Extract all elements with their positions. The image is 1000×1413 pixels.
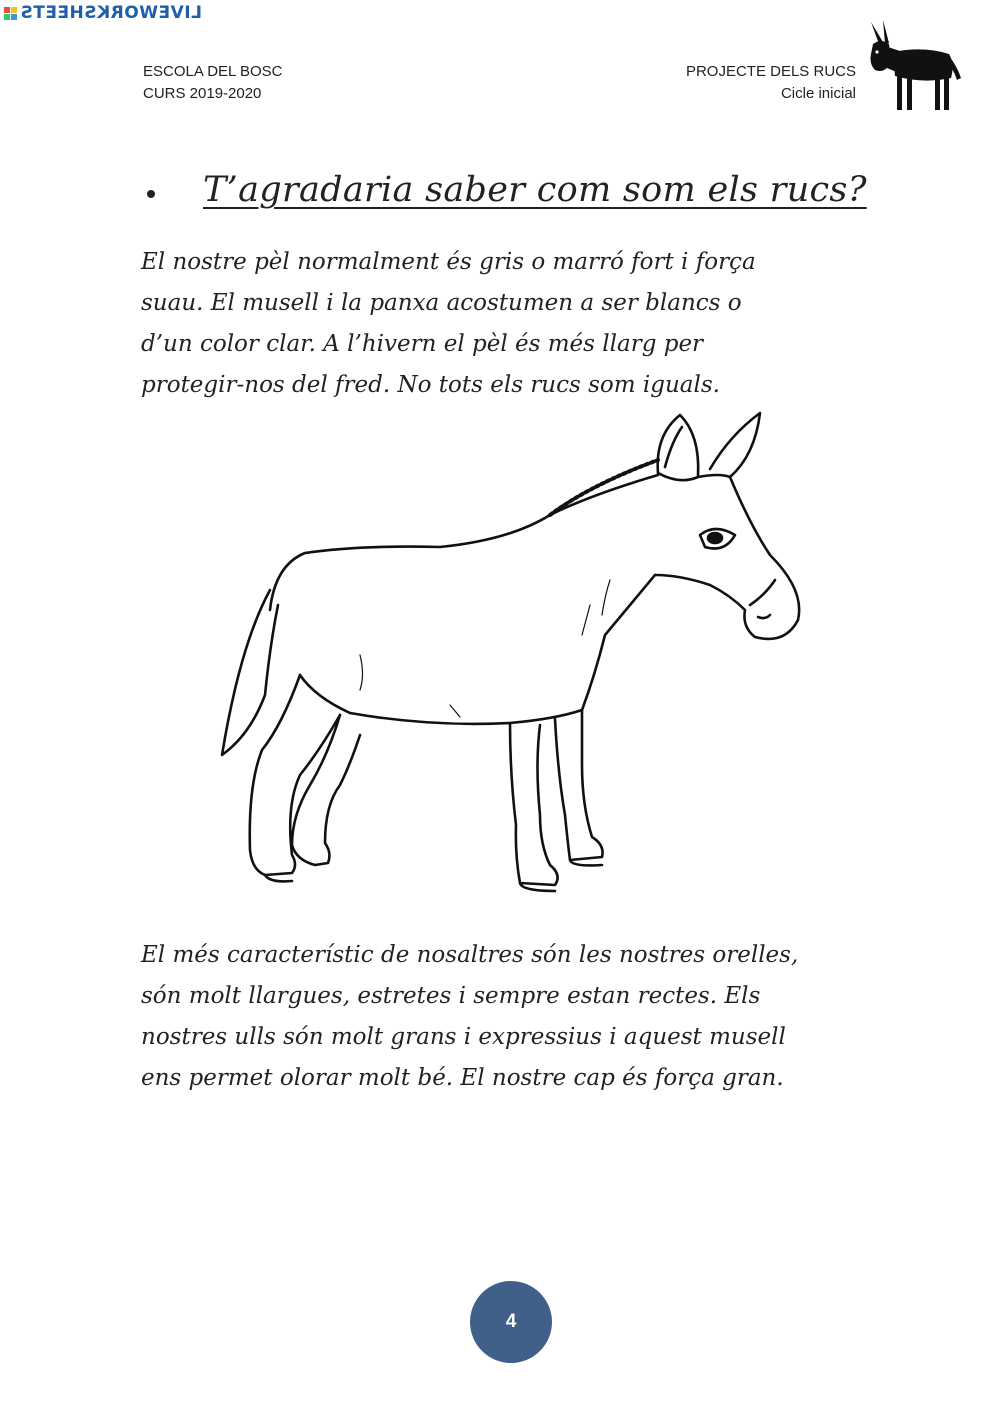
course-year: CURS 2019-2020 (143, 85, 262, 102)
bullet-icon (147, 190, 155, 198)
section-heading (143, 170, 883, 210)
paragraph-line: nostres ulls són molt grans i expressius i aquest musell (141, 1024, 786, 1050)
donkey-silhouette-icon (863, 18, 963, 116)
paragraph-line: d’un color clar. A l’hivern el pèl és més llarg per (141, 331, 704, 357)
paragraph-2 (141, 935, 886, 1099)
brand-logo (4, 2, 202, 24)
header-project-info (686, 61, 856, 105)
project-name: PROJECTE DELS RUCS (685, 63, 856, 80)
paragraph-line: ens permet olorar molt bé. El nostre cap és força gran. (141, 1065, 784, 1091)
cycle-name: Cicle inicial (780, 85, 856, 102)
heading-text: T’agradaria saber com som els rucs? (203, 170, 867, 210)
header-school-info (143, 61, 283, 105)
paragraph-line: són molt llargues, estretes i sempre estan rectes. Els (141, 983, 761, 1009)
donkey-drawing (210, 405, 810, 900)
brand-text: LIVEWORKSHEETS (20, 3, 202, 23)
paragraph-line: suau. El musell i la panxa acostumen a ser blancs o (141, 290, 742, 316)
paragraph-1 (141, 242, 886, 406)
brand-squares-icon (4, 7, 17, 20)
page-number-badge: 4 (470, 1281, 552, 1363)
paragraph-line: protegir-nos del fred. No tots els rucs som iguals. (141, 372, 720, 398)
school-name: ESCOLA DEL BOSC (143, 63, 283, 80)
paragraph-line: El més característic de nosaltres són les nostres orelles, (141, 942, 799, 968)
paragraph-line: El nostre pèl normalment és gris o marró fort i força (141, 249, 756, 275)
